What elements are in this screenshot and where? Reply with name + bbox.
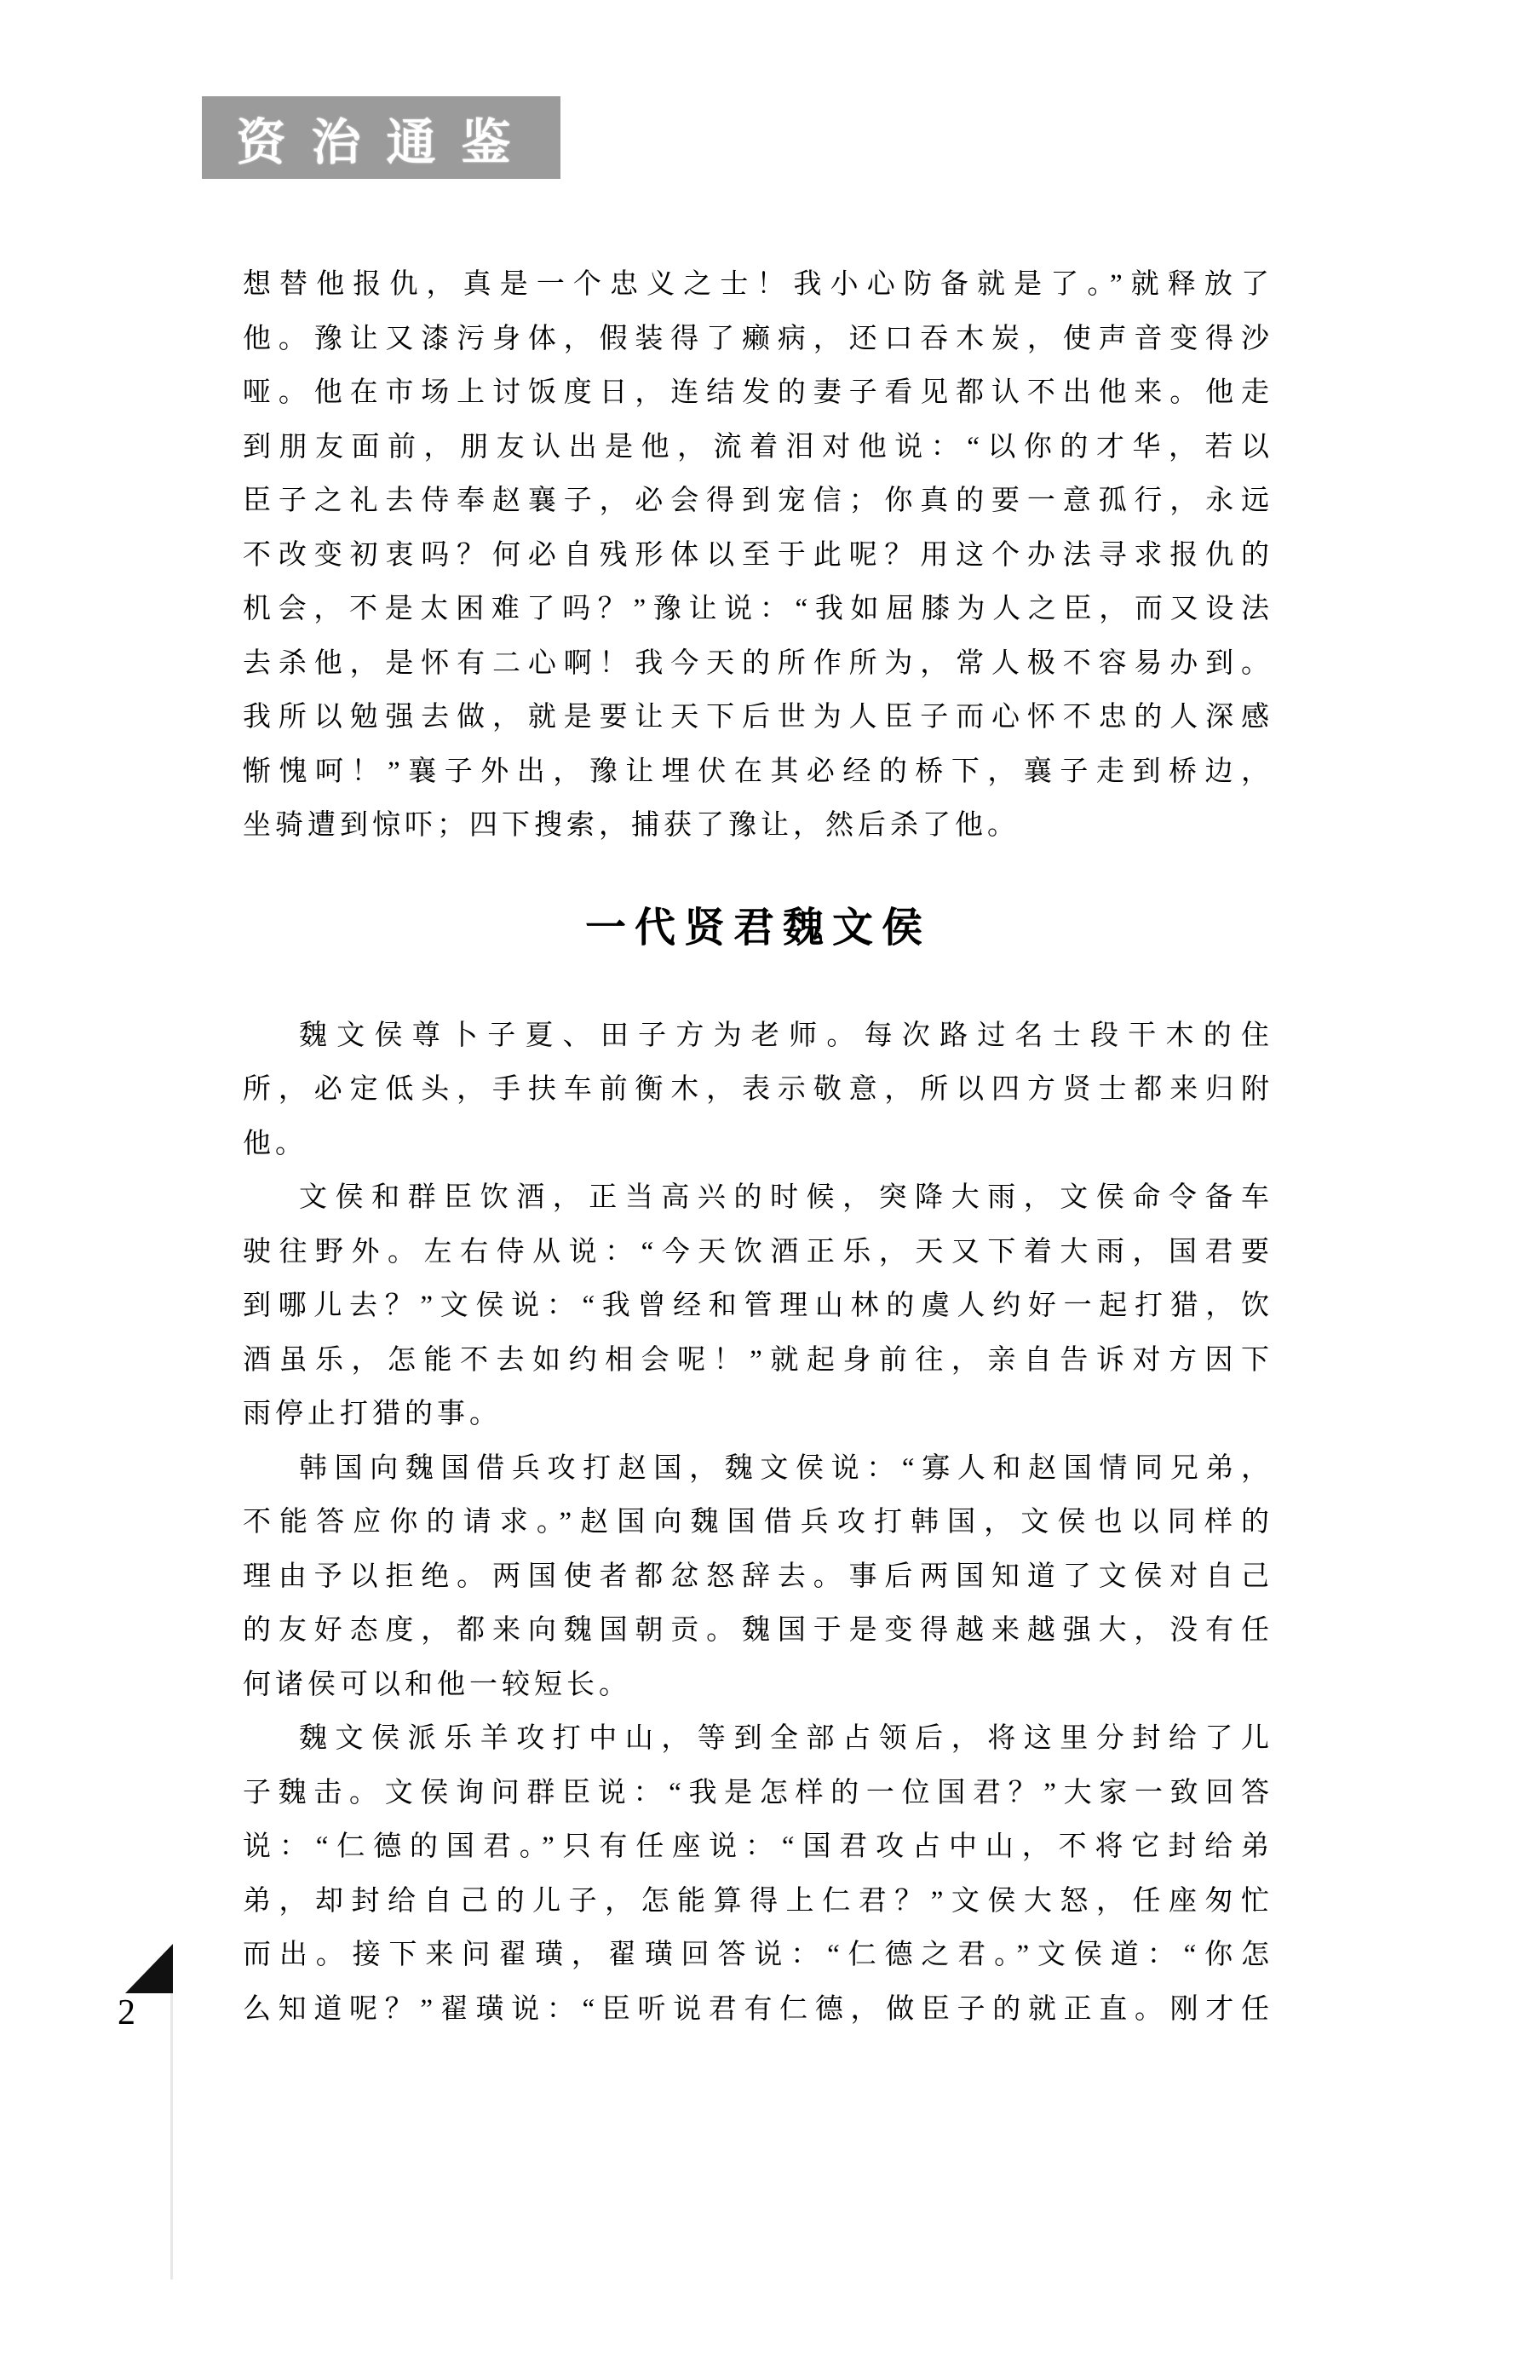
paragraph [243, 1442, 1273, 1713]
text-line: 哑。他在市场上讨饭度日，连结发的妻子看见都认不出他来。他走 [243, 377, 1273, 408]
text-line: 韩国向魏国借兵攻打赵国，魏文侯说：“寡人和赵国情同兄弟， [299, 1452, 1273, 1484]
text-line: 的友好态度，都来向魏国朝贡。魏国于是变得越来越强大，没有任 [243, 1615, 1273, 1646]
paragraph [243, 1171, 1273, 1442]
text-line: 么知道呢？”翟璜说：“臣听说君有仁德，做臣子的就正直。刚才任 [243, 1993, 1273, 2025]
text-line: 何诸侯可以和他一较短长。 [243, 1669, 631, 1700]
text-line: 说：“仁德的国君。”只有任座说：“国君攻占中山，不将它封给弟 [243, 1831, 1273, 1862]
text-line: 理由予以拒绝。两国使者都忿怒辞去。事后两国知道了文侯对自己 [243, 1561, 1273, 1592]
body-text [243, 258, 1273, 2037]
text-line: 魏文侯尊卜子夏、田子方为老师。每次路过名士段干木的住 [299, 1020, 1273, 1051]
paragraph [243, 1712, 1273, 2037]
text-line: 机会，不是太困难了吗？”豫让说：“我如屈膝为人之臣，而又设法 [243, 594, 1273, 624]
paragraph [243, 1009, 1273, 1172]
text-line: 想替他报仇，真是一个忠义之士！我小心防备就是了。”就释放了 [243, 269, 1273, 300]
text-line: 惭愧呵！”襄子外出，豫让埋伏在其必经的桥下，襄子走到桥边， [243, 756, 1273, 787]
section-heading: 一代贤君魏文侯 [584, 905, 931, 951]
header-banner [202, 96, 560, 179]
text-line: 文侯和群臣饮酒，正当高兴的时候，突降大雨，文侯命令备车 [299, 1182, 1273, 1213]
text-line: 酒虽乐，怎能不去如约相会呢！”就起身前往，亲自告诉对方因下 [243, 1344, 1273, 1376]
text-line: 臣子之礼去侍奉赵襄子，必会得到宠信；你真的要一意孤行，永远 [243, 486, 1273, 516]
text-line: 到哪儿去？”文侯说：“我曾经和管理山林的虞人约好一起打猎，饮 [243, 1291, 1273, 1321]
text-line: 到朋友面前，朋友认出是他，流着泪对他说：“以你的才华，若以 [243, 431, 1273, 463]
text-line: 弟，却封给自己的儿子，怎能算得上仁君？”文侯大怒，任座匆忙 [243, 1885, 1273, 1917]
text-line: 我所以勉强去做，就是要让天下后世为人臣子而心怀不忠的人深感 [243, 702, 1273, 733]
text-line: 所，必定低头，手扶车前衡木，表示敬意，所以四方贤士都来归附 [243, 1074, 1273, 1105]
text-line: 他。 [243, 1128, 307, 1159]
text-line: 子魏击。文侯询问群臣说：“我是怎样的一位国君？”大家一致回答 [243, 1777, 1273, 1808]
text-line: 雨停止打猎的事。 [243, 1399, 502, 1429]
text-line: 不能答应你的请求。”赵国向魏国借兵攻打韩国，文侯也以同样的 [243, 1507, 1273, 1538]
page-number: 2 [118, 1993, 135, 2032]
text-line: 坐骑遭到惊吓；四下搜索，捕获了豫让，然后杀了他。 [243, 810, 1020, 841]
banner-title: 资治通鉴 [236, 114, 537, 170]
text-line: 驶往野外。左右侍从说：“今天饮酒正乐，天又下着大雨，国君要 [243, 1236, 1273, 1268]
paragraph [243, 258, 1273, 854]
text-line: 而出。接下来问翟璜，翟璜回答说：“仁德之君。”文侯道：“你怎 [243, 1940, 1273, 1970]
text-line: 不改变初衷吗？何必自残形体以至于此呢？用这个办法寻求报仇的 [243, 539, 1273, 571]
corner-triangle-icon [125, 1944, 173, 1993]
text-line: 他。豫让又漆污身体，假装得了癞病，还口吞木炭，使声音变得沙 [243, 323, 1273, 354]
text-line: 魏文侯派乐羊攻打中山，等到全部占领后，将这里分封给了儿 [299, 1723, 1273, 1754]
text-line: 去杀他，是怀有二心啊！我今天的所作所为，常人极不容易办到。 [243, 647, 1273, 679]
vertical-rule [170, 1993, 173, 2279]
